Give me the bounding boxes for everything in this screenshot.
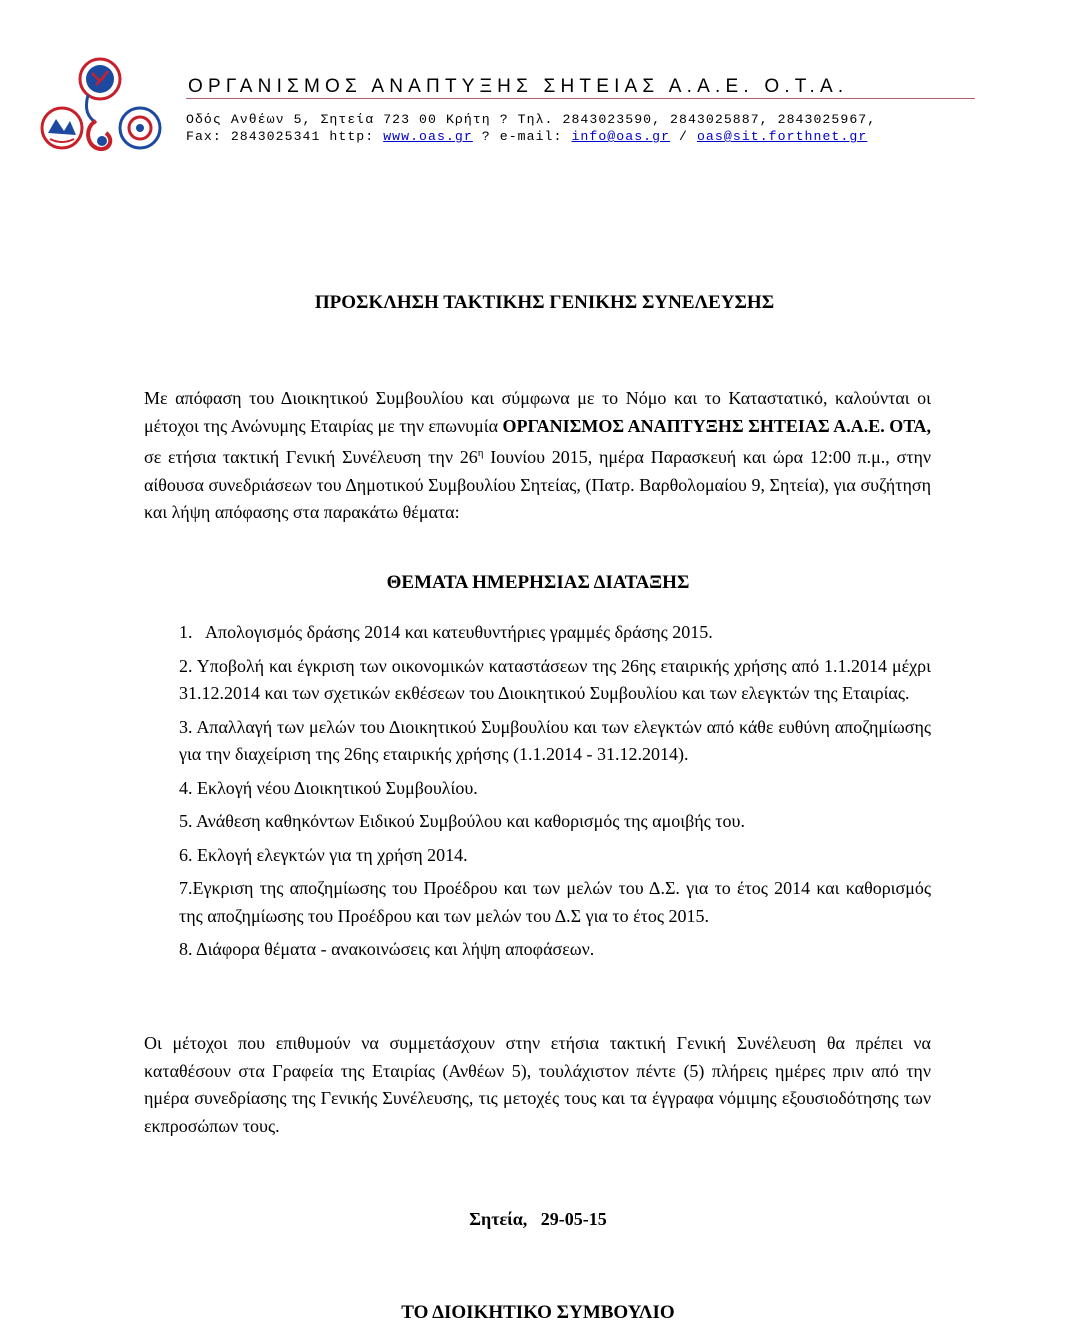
organization-name: ΟΡΓΑΝΙΣΜΟΣ ΑΝΑΠΤΥΞΗΣ ΣΗΤΕΙΑΣ Α.Α.Ε. Ο.Τ.Α. [188, 76, 849, 97]
document-title: ΠΡΟΣΚΛΗΣΗ ΤΑΚΤΙΚΗΣ ΓΕΝΙΚΗΣ ΣΥΝΕΛΕΥΣΗΣ [314, 292, 775, 313]
agenda-item: 5. Ανάθεση καθηκόντων Ειδικού Συμβούλου και καθορισμός της αμοιβής του. [179, 811, 745, 831]
intro-paragraph [144, 385, 931, 527]
oas-logo-icon [40, 55, 162, 155]
place-date: Σητεία, 29-05-15 [469, 1209, 607, 1229]
agenda-item: 3. Απαλλαγή των μελών του Διοικητικού Συμβουλίου και των ελεγκτών από κάθε ευθύνη αποζημίωσης για την διαχείριση της 26ης εταιρικής χρήσης (1.1.2014 - 31.12.2014). [179, 716, 931, 764]
agenda-item: 4. Εκλογή νέου Διοικητικού Συμβουλίου. [179, 777, 478, 798]
contact-line [186, 129, 867, 144]
email-link-info[interactable]: info@oas.gr [571, 129, 671, 144]
company-name: ΟΡΓΑΝΙΣΜΟΣ ΑΝΑΠΤΥΞΗΣ ΣΗΤΕΙΑΣ Α.Α.Ε. ΟΤΑ, [502, 415, 931, 436]
email-label: ? e-mail: [472, 129, 572, 144]
ordinal-suffix: η [477, 447, 484, 459]
agenda-item: 2. Υποβολή και έγκριση των οικονομικών καταστάσεων της 26ης εταιρικής χρήσης από 1.1.2014 μέχρι 31.12.2014 και των σχετικών εκθέσεων του Διοικητικού Συμβουλίου και των ελεγκτών της Εταιρίας. [179, 655, 931, 703]
intro-text-2: σε ετήσια τακτική Γενική Συνέλευση την 26 [144, 447, 478, 467]
address-line: Οδός Ανθέων 5, Σητεία 723 00 Κρήτη ? Τηλ. 2843023590, 2843025887, 2843025967, [186, 112, 877, 127]
intro-text-1: Με απόφαση του Διοικητικού Συμβουλίου και σύμφωνα με το Νόμο και το Καταστατικό, καλούνται οι μέτοχοι της Ανώνυμης Εταιρίας με την επωνυμία [144, 388, 931, 436]
agenda-item: 1. Απολογισμός δράσης 2014 και κατευθυντήριες γραμμές δράσης 2015. [179, 622, 713, 642]
email-separator: / [670, 129, 697, 144]
header-divider [186, 98, 975, 99]
agenda-list [179, 619, 931, 970]
website-link[interactable]: www.oas.gr [383, 129, 473, 144]
fax-text: Fax: 2843025341 http: [186, 129, 384, 144]
agenda-item: 7.Εγκριση της αποζημίωσης του Προέδρου και των μελών του Δ.Σ. για το έτος 2014 και καθορισμός της αποζημίωσης του Προέδρου και των μελών του Δ.Σ για το έτος 2015. [179, 878, 931, 926]
closing-paragraph: Οι μέτοχοι που επιθυμούν να συμμετάσχουν στην ετήσια τακτική Γενική Συνέλευση θα πρέπει να καταθέσουν στα Γραφεία της Εταιρίας (Ανθέων 5), τουλάχιστον πέντε (5) πλήρεις ημέρες πριν από την ημέρα συνεδρίασης της Γενικής Συνέλευσης, τις μετοχές τους και τα έγγραφα νόμιμης εξουσιοδότησης των εκπροσώπων τους. [144, 1033, 931, 1136]
signature: ΤΟ ΔΙΟΙΚΗΤΙΚΟ ΣΥΜΒΟΥΛΙΟ [401, 1302, 675, 1323]
agenda-item: 8. Διάφορα θέματα - ανακοινώσεις και λήψη αποφάσεων. [179, 939, 595, 959]
intro-text-3: Ιουνίου 2015, ημέρα Παρασκευή και ώρα 12:00 π.μ., στην αίθουσα συνεδριάσεων του Δημοτικού Συμβουλίου Σητείας, (Πατρ. Βαρθολομαίου 9, Σητεία), για συζήτηση και λήψη απόφασης στα παρακάτω θέματα: [144, 447, 931, 522]
agenda-title: ΘΕΜΑΤΑ ΗΜΕΡΗΣΙΑΣ ΔΙΑΤΑΞΗΣ [386, 572, 690, 593]
agenda-item: 6. Εκλογή ελεγκτών για τη χρήση 2014. [179, 844, 468, 865]
email-link-forthnet[interactable]: oas@sit.forthnet.gr [696, 129, 868, 144]
